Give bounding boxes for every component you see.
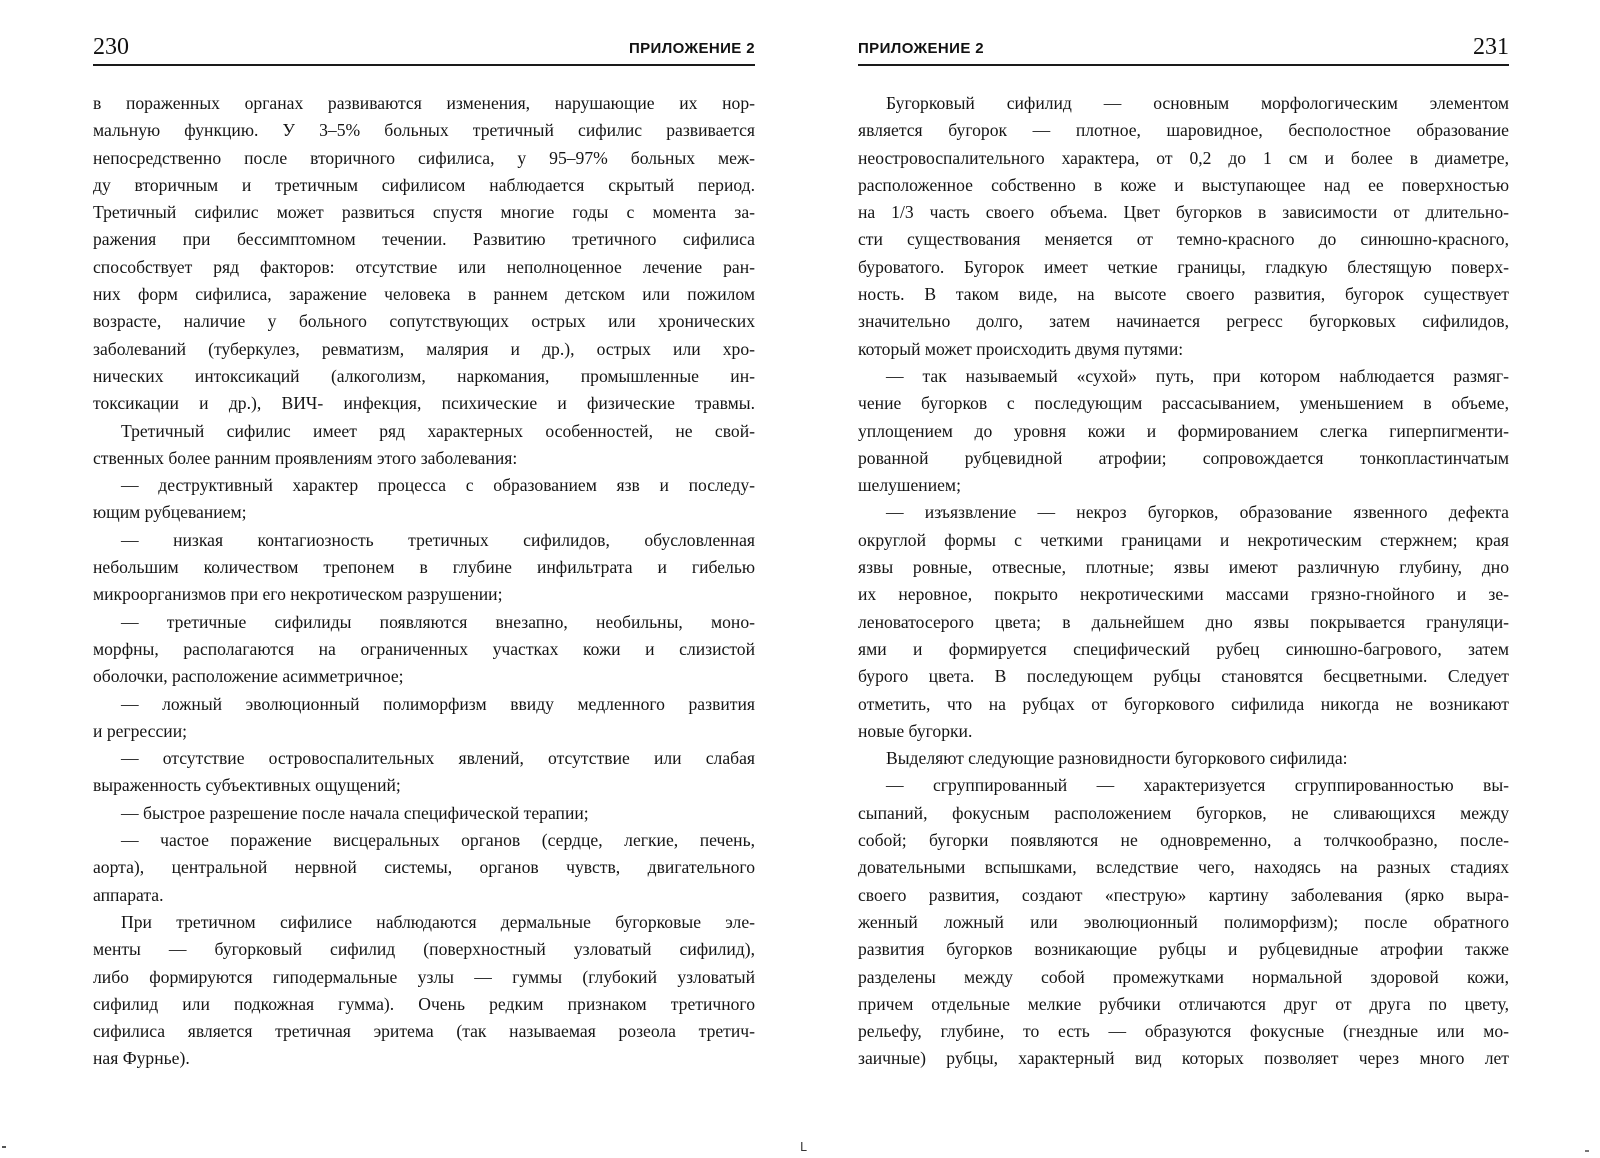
text-line: — отсутствие островоспалительных явлений, отсутствие или слабая xyxy=(121,748,755,769)
text-line: собой; бугорки появляются не одновременно, а толчкообразно, после- xyxy=(858,830,1509,851)
text-line: мальную функцию. У 3–5% больных третичный сифилис развивается xyxy=(93,120,755,141)
text-line: сти существования меняется от темно-красного до синюшно-красного, xyxy=(858,229,1509,250)
text-line: причем отдельные мелкие рубчики отличаются друг от друга по цвету, xyxy=(858,993,1509,1014)
page-number-right: 231 xyxy=(1473,34,1509,60)
text-line: рельефу, глубине, то есть — образуются фокусные (гнездные или мо- xyxy=(858,1021,1509,1042)
text-line: заичные) рубцы, характерный вид которых позволяет через много лет xyxy=(858,1048,1509,1069)
text-line: выраженность субъективных ощущений; xyxy=(93,775,401,796)
text-line: значительно долго, затем начинается регресс бугорковых сифилидов, xyxy=(858,311,1509,332)
text-line: буроватого. Бугорок имеет четкие границы, гладкую блестящую поверх- xyxy=(858,256,1509,277)
text-line: морфны, располагаются на ограниченных участках кожи и слизистой xyxy=(93,638,755,659)
text-line: При третичном сифилисе наблюдаются дермальные бугорковые эле- xyxy=(121,911,755,932)
text-line: своего развития, создают «пеструю» картину заболевания (ярко выра- xyxy=(858,884,1509,905)
text-line: аппарата. xyxy=(93,884,164,905)
text-line: развития бугорков возникающие рубцы и рубцевидные атрофии также xyxy=(858,939,1509,960)
text-line: округлой формы с четкими границами и некротическим стержнем; края xyxy=(858,529,1509,550)
text-line: который может происходить двумя путями: xyxy=(858,338,1184,359)
text-line: бурого цвета. В последующем рубцы становятся бесцветными. Следует xyxy=(858,666,1509,687)
text-line: нических интоксикаций (алкоголизм, наркомания, промышленные ин- xyxy=(93,365,755,386)
text-line: разделены между собой промежутками нормальной здоровой кожи, xyxy=(858,966,1509,987)
text-line: и регрессии; xyxy=(93,720,188,741)
left-page-text xyxy=(93,90,755,1073)
text-line: ная Фурнье). xyxy=(93,1048,190,1069)
text-line: Выделяют следующие разновидности бугоркового сифилида: xyxy=(886,748,1348,769)
text-line: женный ложный или эволюционный полиморфизм); после обратного xyxy=(858,911,1509,932)
text-line: ражения при бессимптомном течении. Развитию третичного сифилиса xyxy=(93,229,755,250)
left-page-header xyxy=(93,30,755,66)
text-line: способствует ряд факторов: отсутствие или неполноценное лечение ран- xyxy=(93,256,755,277)
page-number-left: 230 xyxy=(93,34,129,60)
text-line: — деструктивный характер процесса с образованием язв и последу- xyxy=(121,475,755,496)
text-line: чение бугорков с последующим рассасыванием, уменьшением в объеме, xyxy=(858,393,1509,414)
text-line: рованной рубцевидной атрофии; сопровождается тонкопластинчатым xyxy=(858,447,1509,468)
text-line: ющим рубцеванием; xyxy=(93,502,247,523)
text-line: — быстрое разрешение после начала специфической терапии; xyxy=(121,802,589,823)
text-line: — низкая контагиозность третичных сифилидов, обусловленная xyxy=(121,529,755,550)
text-line: новые бугорки. xyxy=(858,720,973,741)
text-line: оболочки, расположение асимметричное; xyxy=(93,666,404,687)
text-line: менты — бугорковый сифилид (поверхностный узловатый сифилид), xyxy=(93,939,755,960)
text-line: язвы ровные, отвесные, плотные; язвы имеют различную глубину, дно xyxy=(858,557,1509,578)
text-line: микроорганизмов при его некротическом разрушении; xyxy=(93,584,503,605)
right-page-text xyxy=(858,90,1509,1073)
text-line: заболеваний (туберкулез, ревматизм, малярия и др.), острых или хро- xyxy=(93,338,755,359)
scan-artifact-mark: L xyxy=(800,1140,807,1154)
text-line: на 1/3 часть своего объема. Цвет бугорков в зависимости от длительно- xyxy=(858,202,1509,223)
text-line: сыпаний, фокусным расположением бугорков, не сливающихся между xyxy=(858,802,1509,823)
text-line: — третичные сифилиды появляются внезапно, необильны, моно- xyxy=(121,611,755,632)
right-page xyxy=(858,0,1509,1158)
text-line: довательными вспышками, вследствие чего, находясь на разных стадиях xyxy=(858,857,1509,878)
text-line: них форм сифилиса, заражение человека в раннем детском или пожилом xyxy=(93,284,755,305)
text-line: — сгруппированный — характеризуется сгруппированностью вы- xyxy=(886,775,1509,796)
text-line: — частое поражение висцеральных органов (сердце, легкие, печень, xyxy=(121,830,755,851)
left-page xyxy=(93,0,755,1158)
text-line: сифилид или подкожная гумма). Очень редким признаком третичного xyxy=(93,993,755,1014)
scan-artifact-dot xyxy=(2,1146,6,1148)
text-line: является бугорок — плотное, шаровидное, бесполостное образование xyxy=(858,120,1509,141)
text-line: ду вторичным и третичным сифилисом наблюдается скрытый период. xyxy=(93,174,755,195)
text-line: неостровоспалительного характера, от 0,2 до 1 см и более в диаметре, xyxy=(858,147,1509,168)
text-line: аорта), центральной нервной системы, органов чувств, двигательного xyxy=(93,857,755,878)
running-head-right: ПРИЛОЖЕНИЕ 2 xyxy=(858,40,985,57)
text-line: их неровное, покрыто некротическими массами грязно-гнойного и зе- xyxy=(858,584,1509,605)
text-line: либо формируются гиподермальные узлы — гуммы (глубокий узловатый xyxy=(93,966,755,987)
text-line: — изъязвление — некроз бугорков, образование язвенного дефекта xyxy=(886,502,1509,523)
running-head-left: ПРИЛОЖЕНИЕ 2 xyxy=(628,40,755,57)
text-line: токсикации и др.), ВИЧ- инфекция, психические и физические травмы. xyxy=(93,393,755,414)
right-page-header xyxy=(858,30,1509,66)
text-line: — так называемый «сухой» путь, при котором наблюдается размяг- xyxy=(886,365,1509,386)
text-line: возрасте, наличие у больного сопутствующих острых или хронических xyxy=(93,311,755,332)
text-line: отметить, что на рубцах от бугоркового сифилида никогда не возникают xyxy=(858,693,1509,714)
text-line: ность. В таком виде, на высоте своего развития, бугорок существует xyxy=(858,284,1509,305)
text-line: — ложный эволюционный полиморфизм ввиду медленного развития xyxy=(121,693,755,714)
text-line: шелушением; xyxy=(858,475,961,496)
text-line: Бугорковый сифилид — основным морфологическим элементом xyxy=(886,93,1509,113)
text-line: непосредственно после вторичного сифилиса, у 95–97% больных меж- xyxy=(93,147,755,168)
text-line: ственных более ранним проявлениям этого заболевания: xyxy=(93,447,518,468)
text-line: Третичный сифилис может развиться спустя многие годы с момента за- xyxy=(93,202,755,223)
text-line: ями и формируется специфический рубец синюшно-багрового, затем xyxy=(858,638,1509,659)
text-line: леноватосерого цвета; в дальнейшем дно язвы покрывается грануляци- xyxy=(858,611,1509,632)
text-line: небольшим количеством трепонем в глубине инфильтрата и гибелью xyxy=(93,557,755,578)
scan-artifact-dot xyxy=(1585,1150,1589,1152)
text-line: Третичный сифилис имеет ряд характерных особенностей, не свой- xyxy=(121,420,755,441)
text-line: сифилиса является третичная эритема (так называемая розеола третич- xyxy=(93,1021,755,1042)
text-line: уплощением до уровня кожи и формированием слегка гиперпигменти- xyxy=(858,420,1509,441)
text-line: расположенное собственно в коже и выступающее над ее поверхностью xyxy=(858,174,1509,195)
text-line: в пораженных органах развиваются изменения, нарушающие их нор- xyxy=(93,93,755,113)
